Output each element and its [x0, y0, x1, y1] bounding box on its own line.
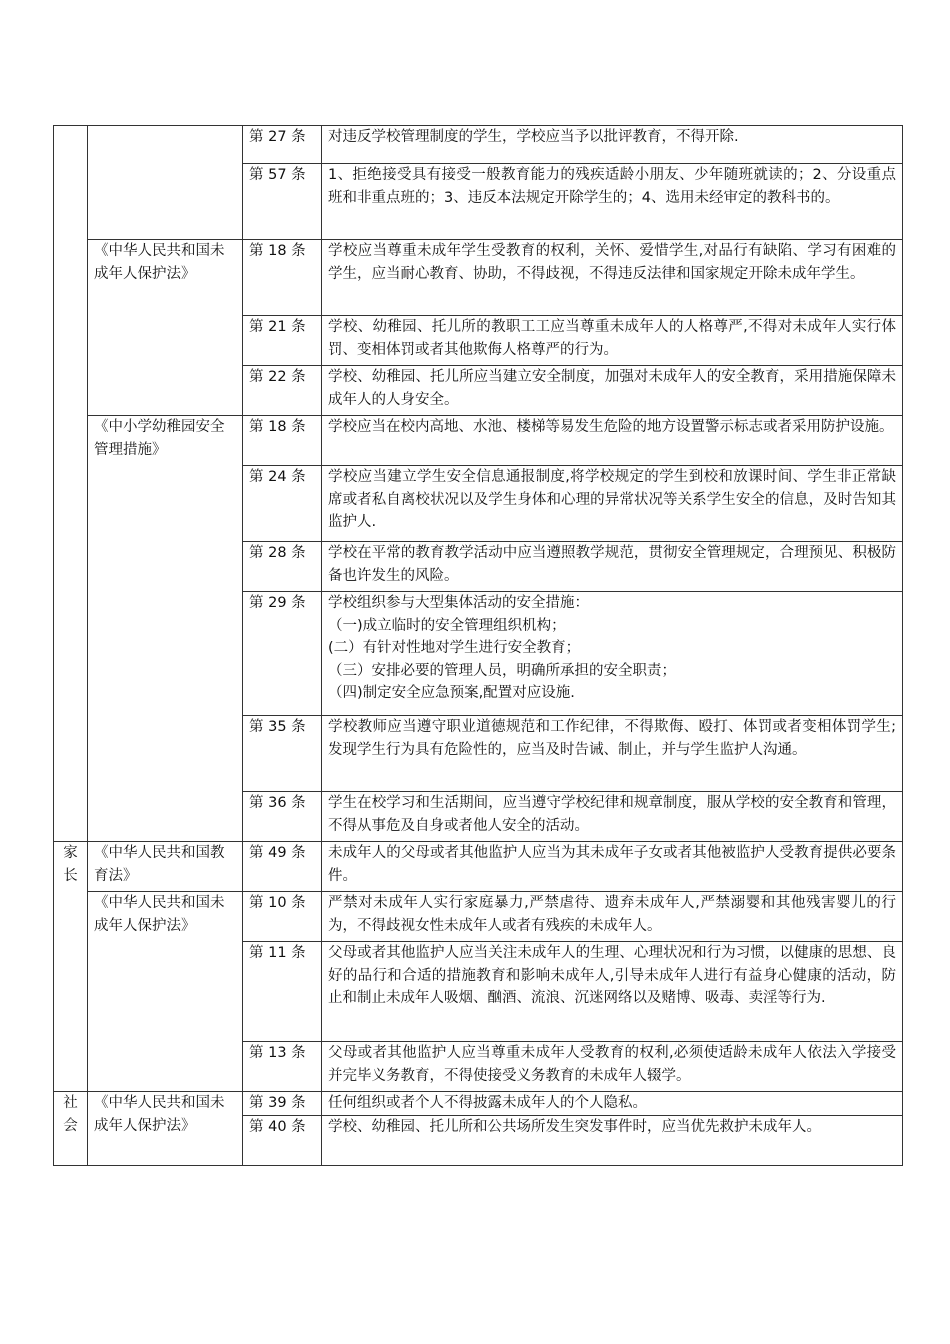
article-text: 学校教师应当遵守职业道德规范和工作纪律，不得欺侮、殴打、体罚或者变相体罚学生;发现学生行为具有危险性的，应当及时告诫、制止，并与学生监护人沟通。	[322, 716, 903, 792]
article-text-line: （四)制定安全应急预案,配置对应设施.	[328, 685, 575, 702]
table-row	[54, 1092, 903, 1116]
article-text: 父母或者其他监护人应当关注未成年人的生理、心理状况和行为习惯，以健康的思想、良好的品行和合适的措施教育和影响未成年人,引导未成年人进行有益身心健康的活动，防止和制止未成年人吸烟、酗酒、流浪、沉迷网络以及赌博、吸毒、卖淫等行为.	[322, 942, 903, 1042]
article-text-line: （一)成立临时的安全管理组织机构；	[328, 617, 566, 634]
law-table	[53, 125, 903, 1166]
article-number: 第 11 条	[243, 942, 322, 1042]
table-row	[54, 240, 903, 316]
article-text	[322, 592, 903, 716]
article-number: 第 36 条	[243, 792, 322, 842]
article-text: 1、拒绝接受具有接受一般教育能力的残疾适龄小朋友、少年随班就读的；2、分设重点班和非重点班的；3、违反本法规定开除学生的；4、选用未经审定的教科书的。	[322, 164, 903, 240]
article-number: 第 57 条	[243, 164, 322, 240]
article-text: 学校应当建立学生安全信息通报制度,将学校规定的学生到校和放课时间、学生非正常缺席或者私自离校状况以及学生身体和心理的异常状况等关系学生安全的信息，及时告知其监护人.	[322, 466, 903, 542]
table-row	[54, 892, 903, 942]
article-number: 第 24 条	[243, 466, 322, 542]
article-text: 学校、幼稚园、托儿所的教职工工应当尊重未成年人的人格尊严,不得对未成年人实行体罚、变相体罚或者其他欺侮人格尊严的行为。	[322, 316, 903, 366]
article-number: 第 10 条	[243, 892, 322, 942]
article-number: 第 22 条	[243, 366, 322, 416]
law-name-cell: 《中华人民共和国未成年人保护法》	[88, 1092, 243, 1166]
article-number: 第 27 条	[243, 126, 322, 164]
table-row	[54, 126, 903, 164]
article-text: 严禁对未成年人实行家庭暴力,严禁虐待、遗弃未成年人,严禁溺婴和其他残害婴儿的行为，不得歧视女性未成年人或者有残疾的未成年人。	[322, 892, 903, 942]
article-number: 第 28 条	[243, 542, 322, 592]
article-number: 第 29 条	[243, 592, 322, 716]
article-number: 第 39 条	[243, 1092, 322, 1116]
article-text-line: (二）有针对性地对学生进行安全教育；	[328, 640, 581, 657]
article-text: 学校应当尊重未成年学生受教育的权利，关怀、爱惜学生,对品行有缺陷、学习有困难的学生，应当耐心教育、协助，不得歧视，不得违反法律和国家规定开除未成年学生。	[322, 240, 903, 316]
article-number: 第 18 条	[243, 416, 322, 466]
article-text: 对违反学校管理制度的学生，学校应当予以批评教育，不得开除.	[322, 126, 903, 164]
article-text: 父母或者其他监护人应当尊重未成年人受教育的权利,必须使适龄未成年人依法入学接受并完毕义务教育，不得使接受义务教育的未成年人辍学。	[322, 1042, 903, 1092]
table-row	[54, 416, 903, 466]
article-text: 学校在平常的教育教学活动中应当遵照教学规范，贯彻安全管理规定，合理预见、积极防备也许发生的风险。	[322, 542, 903, 592]
article-text: 未成年人的父母或者其他监护人应当为其未成年子女或者其他被监护人受教育提供必要条件。	[322, 842, 903, 892]
article-text: 学校、幼稚园、托儿所和公共场所发生突发事件时，应当优先救护未成年人。	[322, 1116, 903, 1166]
article-text: 学生在校学习和生活期间，应当遵守学校纪律和规章制度，服从学校的安全教育和管理，不得从事危及自身或者他人安全的活动。	[322, 792, 903, 842]
party-cell	[54, 126, 88, 842]
article-text: 学校、幼稚园、托儿所应当建立安全制度，加强对未成年人的安全教育，采用措施保障未成年人的人身安全。	[322, 366, 903, 416]
article-number: 第 49 条	[243, 842, 322, 892]
article-number: 第 18 条	[243, 240, 322, 316]
party-cell: 社会	[54, 1092, 88, 1166]
article-text: 学校应当在校内高地、水池、楼梯等易发生危险的地方设置警示标志或者采用防护设施。	[322, 416, 903, 466]
table-row	[54, 842, 903, 892]
article-number: 第 35 条	[243, 716, 322, 792]
law-name-cell: 《中华人民共和国未成年人保护法》	[88, 892, 243, 1092]
law-name-cell: 《中小学幼稚园安全管理措施》	[88, 416, 243, 842]
article-number: 第 21 条	[243, 316, 322, 366]
law-name-cell	[88, 126, 243, 240]
article-number: 第 40 条	[243, 1116, 322, 1166]
article-text-line: （三）安排必要的管理人员，明确所承担的安全职责；	[328, 662, 676, 679]
article-text-line: 学校组织参与大型集体活动的安全措施：	[328, 595, 589, 611]
article-number: 第 13 条	[243, 1042, 322, 1092]
law-name-cell: 《中华人民共和国教育法》	[88, 842, 243, 892]
party-cell: 家长	[54, 842, 88, 1092]
article-text: 任何组织或者个人不得披露未成年人的个人隐私。	[322, 1092, 903, 1116]
law-name-cell: 《中华人民共和国未成年人保护法》	[88, 240, 243, 416]
